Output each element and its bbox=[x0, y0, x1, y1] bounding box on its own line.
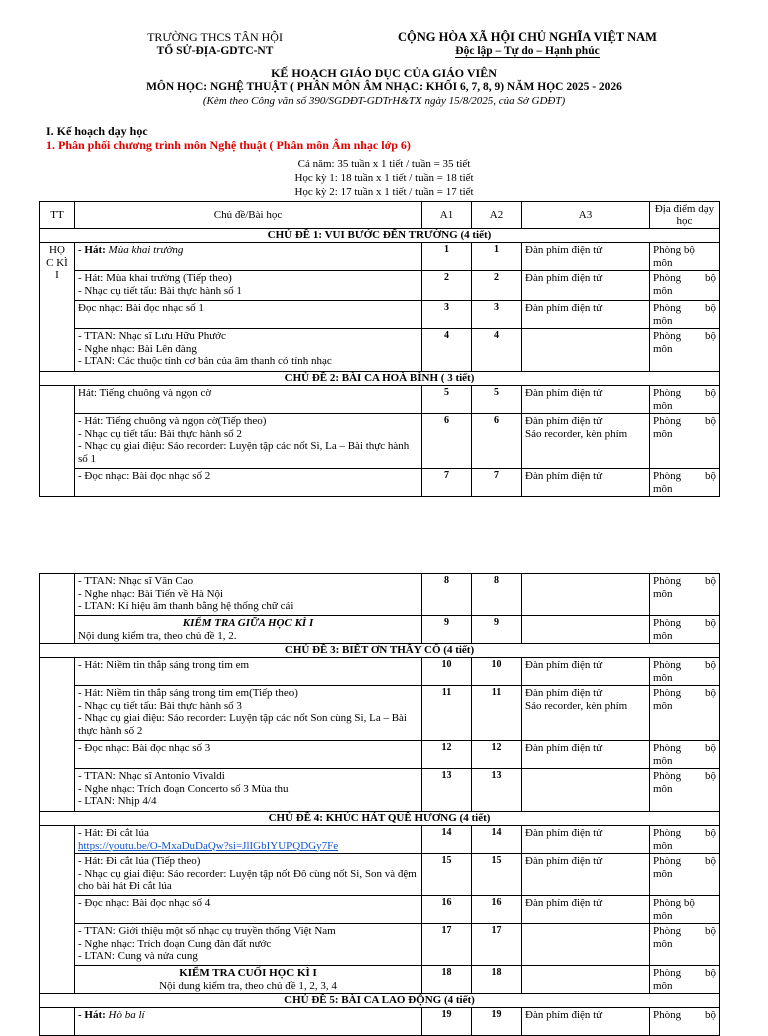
lesson-cell: - TTAN: Nhạc sĩ Lưu Hữu Phước - Nghe nhạc: Bài Lên đàng - LTAN: Các thuộc tính cơ bản của âm thanh có tính nhạc bbox=[75, 329, 422, 372]
place-cell: Phòng bộ môn bbox=[650, 243, 720, 271]
lesson-cell: - Hát: Tiếng chuông và ngọn cờ(Tiếp theo) - Nhạc cụ tiết tấu: Bài thực hành số 2 - Nhạc cụ giai điệu: Sáo recorder: Luyện tập các nốt Si, La – Bài thực hành số 1 bbox=[75, 414, 422, 469]
place-cell: Phòng bộ môn bbox=[650, 896, 720, 924]
a2-value: 3 bbox=[472, 301, 522, 329]
lesson-cell: - Hát: Đi cắt lúa https://youtu.be/O-MxaDuDaQw?si=JlIGbIYUPQDGy7Fe bbox=[75, 826, 422, 854]
a3-value bbox=[522, 769, 650, 812]
semester-cell bbox=[40, 574, 75, 644]
table-row bbox=[40, 769, 720, 812]
a3-value: Đàn phím điện tử bbox=[522, 658, 650, 686]
place-cell: Phòng bộ môn bbox=[650, 271, 720, 301]
section-heading: I. Kế hoạch dạy học bbox=[46, 124, 148, 138]
a3-value: Đàn phím điện tử Sáo recorder, kèn phím bbox=[522, 414, 650, 469]
a1-value: 3 bbox=[422, 301, 472, 329]
plan-table-part2 bbox=[39, 573, 720, 1036]
song-video-link[interactable]: https://youtu.be/O-MxaDuDaQw?si=JlIGbIYUPQDGy7Fe bbox=[78, 839, 339, 852]
a1-value: 15 bbox=[422, 854, 472, 896]
lesson-cell: - Hát: Hò ba lí bbox=[75, 1008, 422, 1036]
period-counts bbox=[0, 157, 768, 199]
semester-cell bbox=[40, 658, 75, 812]
table-row bbox=[40, 658, 720, 686]
school-header bbox=[140, 30, 290, 58]
doc-title: KẾ HOẠCH GIÁO DỤC CỦA GIÁO VIÊN bbox=[271, 66, 497, 80]
lesson-cell: - Đọc nhạc: Bài đọc nhạc số 3 bbox=[75, 741, 422, 769]
lesson-cell: - Đọc nhạc: Bài đọc nhạc số 2 bbox=[75, 469, 422, 497]
a1-value: 7 bbox=[422, 469, 472, 497]
table-row bbox=[40, 616, 720, 644]
a1-value: 16 bbox=[422, 896, 472, 924]
a2-value: 8 bbox=[472, 574, 522, 616]
a1-value: 18 bbox=[422, 966, 472, 994]
table-row bbox=[40, 329, 720, 372]
place-cell: Phòng bộ bbox=[650, 1008, 720, 1036]
table-row bbox=[40, 854, 720, 896]
table-row bbox=[40, 386, 720, 414]
a2-value: 13 bbox=[472, 769, 522, 812]
topic-row bbox=[40, 644, 720, 658]
a3-value: Đàn phím điện tử bbox=[522, 1008, 650, 1036]
lesson-cell: - TTAN: Nhạc sĩ Văn Cao - Nghe nhạc: Bài Tiến về Hà Nội - LTAN: Kí hiệu âm thanh bằng hệ thống chữ cái bbox=[75, 574, 422, 616]
plan-table-part1 bbox=[39, 201, 720, 497]
topic-1: CHỦ ĐỀ 1: VUI BƯỚC ĐẾN TRƯỜNG (4 tiết) bbox=[40, 229, 720, 243]
table-row bbox=[40, 966, 720, 994]
a3-value bbox=[522, 966, 650, 994]
subsection-heading: 1. Phân phối chương trình môn Nghệ thuật ( Phân môn Âm nhạc lớp 6) bbox=[46, 138, 411, 152]
a3-value bbox=[522, 924, 650, 966]
place-cell: Phòng bộ môn bbox=[650, 414, 720, 469]
a1-value: 13 bbox=[422, 769, 472, 812]
a3-value: Đàn phím điện tử bbox=[522, 896, 650, 924]
place-cell: Phòng bộ môn bbox=[650, 741, 720, 769]
a3-value: Đàn phím điện tử bbox=[522, 826, 650, 854]
a2-value: 2 bbox=[472, 271, 522, 301]
a3-value: Đàn phím điện tử bbox=[522, 741, 650, 769]
topic-row bbox=[40, 372, 720, 386]
place-cell: Phòng bộ môn bbox=[650, 686, 720, 741]
nation-header bbox=[395, 30, 660, 58]
a1-value: 6 bbox=[422, 414, 472, 469]
a2-value: 15 bbox=[472, 854, 522, 896]
table-row bbox=[40, 686, 720, 741]
a1-value: 19 bbox=[422, 1008, 472, 1036]
motto: Độc lập – Tự do – Hạnh phúc bbox=[455, 45, 600, 57]
a1-value: 4 bbox=[422, 329, 472, 372]
count-hk2: Học kỳ 2: 17 tuần x 1 tiết / tuần = 17 tiết bbox=[294, 186, 474, 198]
topic-row bbox=[40, 812, 720, 826]
table-row bbox=[40, 896, 720, 924]
a2-value: 14 bbox=[472, 826, 522, 854]
a2-value: 7 bbox=[472, 469, 522, 497]
a1-value: 11 bbox=[422, 686, 472, 741]
place-cell: Phòng bộ môn bbox=[650, 769, 720, 812]
lesson-cell: - Hát: Niềm tin thắp sáng trong tim em(Tiếp theo) - Nhạc cụ tiết tấu: Bài thực hành số 3 - Nhạc cụ giai điệu: Sáo recorder: Luyện tập các nốt Son cùng Si, La – Bài thực hành số 2 bbox=[75, 686, 422, 741]
a2-value: 11 bbox=[472, 686, 522, 741]
a1-value: 14 bbox=[422, 826, 472, 854]
a2-value: 9 bbox=[472, 616, 522, 644]
col-a3-header: A3 bbox=[522, 202, 650, 229]
lesson-cell: - Đọc nhạc: Bài đọc nhạc số 4 bbox=[75, 896, 422, 924]
lesson-cell: KIỂM TRA GIỮA HỌC KÌ I Nội dung kiểm tra, theo chủ đề 1, 2. bbox=[75, 616, 422, 644]
a3-value: Đàn phím điện tử bbox=[522, 386, 650, 414]
doc-reference: (Kèm theo Công văn số 390/SGDĐT-GDTrH&TX ngày 15/8/2025, của Sở GDĐT) bbox=[202, 95, 566, 107]
a1-value: 12 bbox=[422, 741, 472, 769]
a3-value: Đàn phím điện tử bbox=[522, 854, 650, 896]
place-cell: Phòng bộ môn bbox=[650, 924, 720, 966]
place-cell: Phòng bộ môn bbox=[650, 469, 720, 497]
nation-title: CỘNG HÒA XÃ HỘI CHỦ NGHĨA VIỆT NAM bbox=[398, 30, 657, 44]
a3-value bbox=[522, 616, 650, 644]
school-name: TRƯỜNG THCS TÂN HỘI bbox=[147, 30, 283, 44]
a1-value: 5 bbox=[422, 386, 472, 414]
table-row bbox=[40, 924, 720, 966]
table-row bbox=[40, 301, 720, 329]
table-header-row bbox=[40, 202, 720, 229]
doc-subject: MÔN HỌC: NGHỆ THUẬT ( PHÂN MÔN ÂM NHẠC: KHỐI 6, 7, 8, 9) NĂM HỌC 2025 - 2026 bbox=[146, 81, 622, 93]
table-row bbox=[40, 741, 720, 769]
topic-row bbox=[40, 994, 720, 1008]
lesson-cell: - Hát: Mùa khai trường bbox=[75, 243, 422, 271]
a3-value bbox=[522, 574, 650, 616]
a3-value: Đàn phím điện tử Sáo recorder, kèn phím bbox=[522, 686, 650, 741]
table-row bbox=[40, 826, 720, 854]
place-cell: Phòng bộ môn bbox=[650, 386, 720, 414]
a2-value: 4 bbox=[472, 329, 522, 372]
a2-value: 6 bbox=[472, 414, 522, 469]
a2-value: 1 bbox=[472, 243, 522, 271]
place-cell: Phòng bộ môn bbox=[650, 854, 720, 896]
place-cell: Phòng bộ môn bbox=[650, 826, 720, 854]
place-cell: Phòng bộ môn bbox=[650, 658, 720, 686]
a1-value: 10 bbox=[422, 658, 472, 686]
a1-value: 2 bbox=[422, 271, 472, 301]
topic-4: CHỦ ĐỀ 4: KHÚC HÁT QUÊ HƯƠNG (4 tiết) bbox=[40, 812, 720, 826]
lesson-cell: Đọc nhạc: Bài đọc nhạc số 1 bbox=[75, 301, 422, 329]
a2-value: 16 bbox=[472, 896, 522, 924]
a1-value: 1 bbox=[422, 243, 472, 271]
a2-value: 12 bbox=[472, 741, 522, 769]
place-cell: Phòng bộ môn bbox=[650, 301, 720, 329]
col-topic-header: Chủ đề/Bài học bbox=[75, 202, 422, 229]
place-cell: Phòng bộ môn bbox=[650, 329, 720, 372]
lesson-cell: - Hát: Đi cắt lúa (Tiếp theo) - Nhạc cụ giai điệu: Sáo recorder: Luyện tập nốt Đô cùng nốt Si, Son và đệm cho bài hát Đi cắt lúa bbox=[75, 854, 422, 896]
lesson-cell: - TTAN: Giới thiệu một số nhạc cụ truyền thống Việt Nam - Nghe nhạc: Trích đoạn Cung đàn đất nước - LTAN: Cung và nửa cung bbox=[75, 924, 422, 966]
count-year: Cả năm: 35 tuần x 1 tiết / tuần = 35 tiết bbox=[297, 158, 471, 170]
semester-cell bbox=[40, 386, 75, 497]
col-place-header: Địa điểm dạy học bbox=[650, 202, 720, 229]
a3-value: Đàn phím điện tử bbox=[522, 271, 650, 301]
a1-value: 8 bbox=[422, 574, 472, 616]
a2-value: 18 bbox=[472, 966, 522, 994]
a1-value: 9 bbox=[422, 616, 472, 644]
place-cell: Phòng bộ môn bbox=[650, 616, 720, 644]
topic-3: CHỦ ĐỀ 3: BIẾT ƠN THẦY CÔ (4 tiết) bbox=[40, 644, 720, 658]
lesson-cell: KIỂM TRA CUỐI HỌC KÌ I Nội dung kiểm tra, theo chủ đề 1, 2, 3, 4 bbox=[75, 966, 422, 994]
lesson-cell: - Hát: Mùa khai trường (Tiếp theo) - Nhạc cụ tiết tấu: Bài thực hành số 1 bbox=[75, 271, 422, 301]
table-row bbox=[40, 1008, 720, 1036]
table-row bbox=[40, 271, 720, 301]
place-cell: Phòng bộ môn bbox=[650, 966, 720, 994]
col-a2-header: A2 bbox=[472, 202, 522, 229]
topic-2: CHỦ ĐỀ 2: BÀI CA HOÀ BÌNH ( 3 tiết) bbox=[40, 372, 720, 386]
topic-5: CHỦ ĐỀ 5: BÀI CA LAO ĐỘNG (4 tiết) bbox=[40, 994, 720, 1008]
a3-value bbox=[522, 329, 650, 372]
a2-value: 19 bbox=[472, 1008, 522, 1036]
topic-row bbox=[40, 229, 720, 243]
lesson-cell: - TTAN: Nhạc sĩ Antonio Vivaldi - Nghe nhạc: Trích đoạn Concerto số 3 Mùa thu - LTAN: Nhịp 4/4 bbox=[75, 769, 422, 812]
a1-value: 17 bbox=[422, 924, 472, 966]
document-titles bbox=[0, 66, 768, 108]
semester-cell bbox=[40, 826, 75, 994]
col-tt-header: TT bbox=[40, 202, 75, 229]
group-name: TỔ SỬ-ĐỊA-GDTC-NT bbox=[156, 45, 274, 57]
table-row bbox=[40, 243, 720, 271]
a2-value: 5 bbox=[472, 386, 522, 414]
count-hk1: Học kỳ 1: 18 tuần x 1 tiết / tuần = 18 tiết bbox=[294, 172, 474, 184]
a2-value: 17 bbox=[472, 924, 522, 966]
a2-value: 10 bbox=[472, 658, 522, 686]
col-a1-header: A1 bbox=[422, 202, 472, 229]
semester-cell bbox=[40, 1008, 75, 1036]
a3-value: Đàn phím điện tử bbox=[522, 243, 650, 271]
a3-value: Đàn phím điện tử bbox=[522, 469, 650, 497]
place-cell: Phòng bộ môn bbox=[650, 574, 720, 616]
semester-cell: HỌ C KÌ I bbox=[40, 243, 75, 372]
a3-value: Đàn phím điện tử bbox=[522, 301, 650, 329]
lesson-cell: Hát: Tiếng chuông và ngọn cờ bbox=[75, 386, 422, 414]
table-row bbox=[40, 574, 720, 616]
table-row bbox=[40, 414, 720, 469]
lesson-cell: - Hát: Niềm tin thắp sáng trong tim em bbox=[75, 658, 422, 686]
table-row bbox=[40, 469, 720, 497]
